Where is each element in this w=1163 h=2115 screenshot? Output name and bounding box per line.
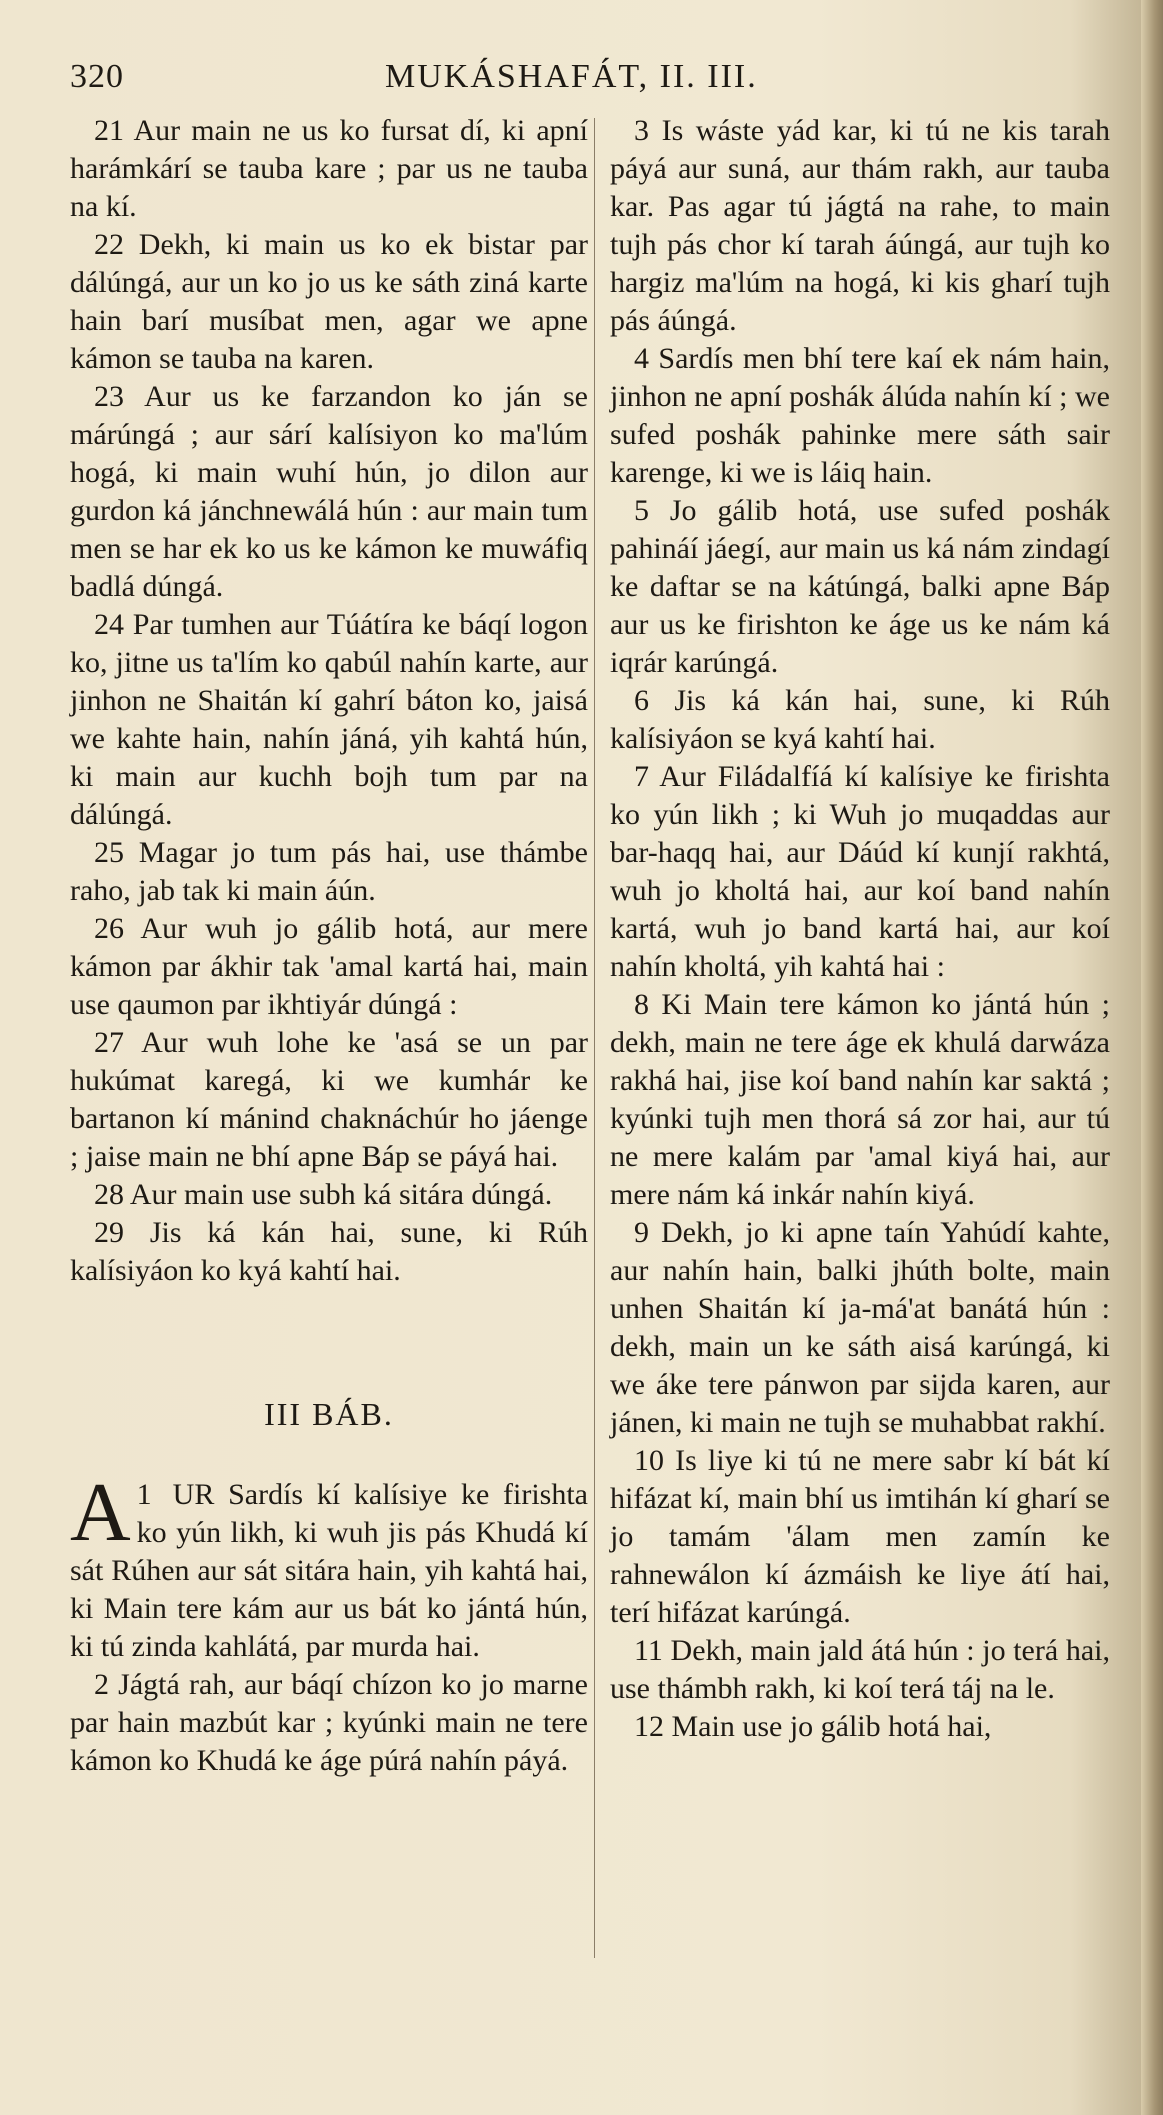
running-title: MUKÁSHAFÁT, II. III.	[385, 58, 758, 95]
drop-cap: A	[70, 1466, 131, 1559]
left-column	[70, 112, 588, 1780]
chapter-first-verse	[70, 1466, 588, 1666]
verse: 23 Aur us ke farzandon ko ján se márúngá ; aur sárí kalísiyon ko ma'lúm hogá, ki main wuhí hún, jo dilon aur gurdon ká jánchnewálá hún : aur main tum men se har ek ko us ke kámon ke muwáfiq badlá dúngá.	[70, 380, 588, 603]
page-edge	[1141, 0, 1163, 2115]
verse: 4 Sardís men bhí tere kaí ek nám hain, jinhon ne apní poshák álúda nahín kí ; we sufed poshák pahinke mere sáth sair karenge, ki we is láiq hain.	[610, 342, 1110, 489]
verse: 11 Dekh, main jald átá hún : jo terá hai, use thámbh rakh, ki koí terá táj na le.	[610, 1634, 1110, 1705]
verse: 12 Main use jo gálib hotá hai,	[634, 1710, 992, 1743]
page-number: 320	[70, 58, 124, 95]
page-header	[0, 58, 1163, 108]
verse: 8 Ki Main tere kámon ko jántá hún ; dekh, main ne tere áge ek khulá darwáza rakhá hai, jise koí band nahín kar saktá ; kyúnki tujh men thorá sá zor hai, aur tú ne mere kalám par 'amal kiyá hai, aur mere nám ká inkár nahín kiyá.	[610, 988, 1110, 1211]
verse: 3 Is wáste yád kar, ki tú ne kis tarah páyá aur suná, aur thám rakh, aur tauba kar. Pas agar tú jágtá na rahe, to main tujh pás chor kí tarah áúngá, aur tujh ko hargiz ma'lúm na hogá, ki kis gharí tujh pás áúngá.	[610, 114, 1110, 337]
column-divider	[594, 118, 595, 1958]
verse-number: 1	[136, 1478, 152, 1511]
verse: 21 Aur main ne us ko fursat dí, ki apní harámkárí se tauba kare ; par us ne tauba na kí.	[70, 114, 588, 223]
verse: 10 Is liye ki tú ne mere sabr kí bát kí hifázat kí, main bhí us imtihán kí gharí se jo tamám 'álam men zamín ke rahnewálon kí ázmáish ke liye átí hai, terí hifázat karúngá.	[610, 1444, 1110, 1629]
verse: 6 Jis ká kán hai, sune, ki Rúh kalísiyáon se kyá kahtí hai.	[610, 684, 1110, 755]
verse: 26 Aur wuh jo gálib hotá, aur mere kámon par ákhir tak 'amal kartá hai, main use qaumon par ikhtiyár dúngá :	[70, 912, 588, 1021]
verse: 9 Dekh, jo ki apne taín Yahúdí kahte, aur nahín hain, balki jhúth bolte, main unhen Shaitán kí ja-má'at banátá hún : dekh, main un ke sáth aisá karúngá, ki we áke tere pánwon par sijda karen, aur jánen, ki main ne tujh se muhabbat rakhí.	[610, 1216, 1110, 1439]
verse-text: UR Sardís kí kalísiye ke firishta ko yún likh, ki wuh jis pás Khudá kí sát Rúhen aur sát sitára hain, yih kahtá hai, ki Main tere kám aur us bát ko jántá hún, ki tú zinda kahlátá, par murda hai.	[70, 1478, 588, 1663]
verse: 28 Aur main use subh ká sitára dúngá.	[94, 1178, 553, 1211]
verse: 2 Jágtá rah, aur báqí chízon ko jo marne par hain mazbút kar ; kyúnki main ne tere kámon ko Khudá ke áge púrá nahín páyá.	[70, 1668, 588, 1777]
verse: 27 Aur wuh lohe ke 'asá se un par hukúmat karegá, ki we kumhár ke bartanon kí mánind chaknáchúr ho jáenge ; jaise main ne bhí apne Báp se páyá hai.	[70, 1026, 588, 1173]
verse: 29 Jis ká kán hai, sune, ki Rúh kalísiyáon ko kyá kahtí hai.	[70, 1216, 588, 1287]
verse: 24 Par tumhen aur Túátíra ke báqí logon ko, jitne us ta'lím ko qabúl nahín karte, aur jinhon ne Shaitán kí gahrí báton ko, jaisá we kahte hain, nahín jáná, yih kahtá hún, ki main aur kuchh bojh tum par na dálúngá.	[70, 608, 588, 831]
verse: 25 Magar jo tum pás hai, use thámbe raho, jab tak ki main áún.	[70, 836, 588, 907]
verse: 5 Jo gálib hotá, use sufed poshák pahináí jáegí, aur main us ká nám zindagí ke daftar se na kátúngá, balki apne Báp aur us ke firishton ke áge us ke nám ká iqrár karúngá.	[610, 494, 1110, 679]
verse: 7 Aur Filádalfíá kí kalísiye ke firishta ko yún likh ; ki Wuh jo muqaddas aur bar-haqq hai, aur Dáúd kí kunjí rakhtá, wuh jo kholtá hai, aur koí band nahín kartá, wuh jo band kartá hai, aur koí nahín kholtá, yih kahtá hai :	[610, 760, 1110, 983]
chapter-heading: III BÁB.	[264, 1396, 394, 1432]
verse: 22 Dekh, ki main us ko ek bistar par dálúngá, aur un ko jo us ke sáth ziná karte hain barí musíbat men, agar we apne kámon se tauba na karen.	[70, 228, 588, 375]
right-column	[610, 112, 1110, 1746]
